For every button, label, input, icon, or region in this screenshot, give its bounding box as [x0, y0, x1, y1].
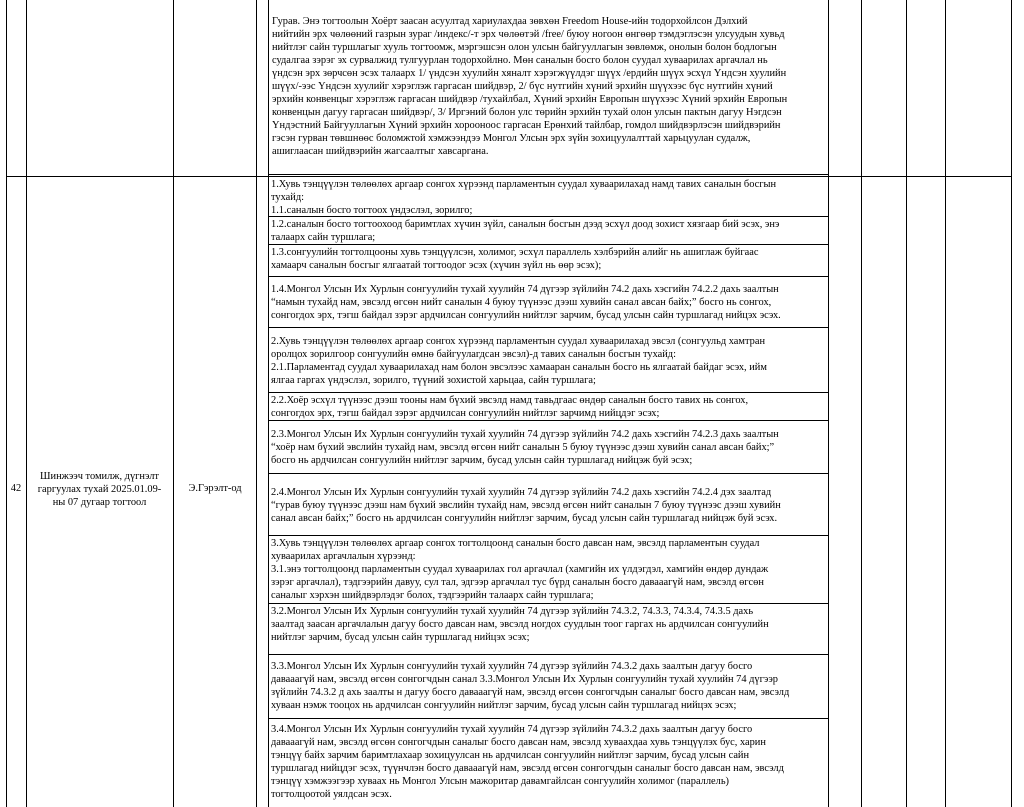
column-divider-name	[173, 0, 174, 807]
row-name: Шинжээч томилж, дүгнэлт гаргуулах тухай 2025.01.09- ны 07 дугаар тогтоол	[37, 471, 162, 508]
item-1-2: 1.2.саналын босго тогтоохоод баримтлах хүчин зүйл, саналын босгын дээд эсхүл доод зохист хязгаар бий эсэх, энэ талаарх сайн туршлага;	[271, 219, 780, 243]
column-divider-responsible	[256, 0, 257, 807]
item-2-3: 2.3.Монгол Улсын Их Хурлын сонгуулийн тухай хуулийн 74 дүгээр зүйлийн 74.2 дахь хэсгийн 74.2.3 дахь заалтын “хоёр нам бүхий эвслийн тухайд нам, эвсэлд өгсөн нийт саналын 5 буюу түүнээс дээш хувийн санал авсан байх;” босго нь ардчилсан сонгуулийн нийтлэг зарчим, бусад улсын сайн туршлагад нийцэж буй эсэх;	[271, 429, 779, 466]
item-divider	[268, 654, 829, 655]
item-divider	[268, 327, 829, 328]
row-number: 42	[10, 483, 22, 494]
column-divider-d	[1011, 0, 1012, 807]
column-divider-a	[861, 0, 862, 807]
item-divider	[268, 718, 829, 719]
column-divider-number	[26, 0, 27, 807]
row-responsible: Э.Гэрэлт-од	[188, 483, 242, 494]
item-2-4: 2.4.Монгол Улсын Их Хурлын сонгуулийн тухай хуулийн 74 дүгээр зүйлийн 74.2 дахь хэсгийн 74.2.4 дэх заалтад “гурав буюу түүнээс дээш нам бүхий эвслийн тухайд нам, эвсэлд өгсөн нийт саналын 7 буюу түүнээс дээш хувийн санал авсан байх;” босго нь ардчилсан сонгуулийн нийтлэг зарчим, бусад улсын сайн туршлагад нийцэж буй эсэх.	[271, 487, 781, 524]
item-3: 3.Хувь тэнцүүлэн төлөөлөх аргаар сонгох тогтолцоонд саналын босго давсан нам, эвсэлд парламентын суудал хуваарилах аргачлалын хүрээнд: 3.1.энэ тогтолцоонд парламентын суудал хуваарилах гол аргачлал (хамгийн их үлдэгдэл, хамгийн өндөр дундаж зэрэг аргачлал), тэдгээрийн давуу, сул тал, эдгээр аргачлал тус бүрд саналын босго давааагүй нам, эвсэлд өгсөн саналыг хэрхэн шийдвэрлэдэг болох, тэдгээрийн талаарх сайн туршлага;	[271, 538, 769, 601]
table-border-left	[6, 0, 7, 807]
top-row-text: Гурав. Энэ тогтоолын Хоёрт заасан асуултад хариулахдаа зөвхөн Freedom House-ийн тодорхойлсон Дэлхий нийтийн эрх чөлөөний газрын зураг /индекс/-т эрх чөлөөтэй /free/ буюу ногоон өнгөөр тэмдэглэсэн улсуудын хувьд нийтлэг сайн туршлагыг хууль тогтоомж, мэргэшсэн олон улсын байгууллагын зөвлөмж, онолын болон бодлогын судалгаа зэрэг эх сурвалжид тулгуурлан тодорхойлно. Мөн саналын босго болон суудал хуваарилах аргачлал нь үндсэн эрх зөрчсөн эсэх талаарх 1/ үндсэн хуулийн хяналт хэрэгжүүлдэг шүүх /ердийн шүүх эсхүл Үндсэн хуулийн шүүх/-ээс Үндсэн хуулийг хэрэглэж гаргасан шийдвэр, 2/ бүс нутгийн хүний эрхийн шүүхээс бүс нутгийн хүний эрхийн конвенцыг хэрэглэж гаргасан шийдвэр /тухайлбал, Хүний эрхийн Европын шүүхээс Хүний эрхийн Европын конвенцын дагуу гаргасан шийдвэр/, 3/ Иргэний болон улс төрийн эрхийн тухай олон улсын пактын дагуу Нэгдсэн Үндэстний Байгууллагын Хүний эрхийн хорооноос гаргасан Ерөнхий тайлбар, гомдол шийдвэрлэсэн шийдвэрийн гэсэн гурван төвшнөөс боломжтой хэмжээндээ Монгол Улсын эрх зүйн зохицуулалттай харьцуулан судалж, ашиглаасан шийдвэрийн жагсаалтыг хавсаргана.	[272, 16, 788, 157]
item-divider	[268, 473, 829, 474]
item-1-3: 1.3.сонгуулийн тогтолцооны хувь тэнцүүлсэн, холимог, эсхүл параллель хэлбэрийн алийг нь ашиглаж буйгаас хамаарч саналын босгыг ялгаатай тогтоодог эсэх (хүчин зүйл нь өөр эсэх);	[271, 247, 759, 271]
item-divider	[268, 392, 829, 393]
item-2-2: 2.2.Хоёр эсхүл түүнээс дээш тооны нам бүхий эвсэлд намд тавьдгаас өндөр саналын босго тавих нь сонгох, сонгогдох эрх, тэгш байдал зэрэг ардчилсан сонгуулийн нийтлэг зарчимд нийцдэг эсэх;	[271, 395, 749, 419]
item-divider	[268, 276, 829, 277]
item-divider	[268, 420, 829, 421]
row-border-top	[268, 174, 829, 175]
item-2: 2.Хувь тэнцүүлэн төлөөлөх аргаар сонгох хүрээнд парламентын суудал хуваарилахад эвсэл (сонгуульд хамтран оролцох зорилгоор сонгуулийн өмнө байгуулагдсан эвсэл)-д тавих саналын босгын тухайд: 2.1.Парламентад суудал хуваарилахад нам болон эвсэлээс хамааран саналын босго нь ялгаатай байдаг эсэх, ийм ялгаа гаргах үндэслэл, зорилго, түүний зохистой харьцаа, сайн туршлага;	[271, 336, 767, 386]
item-3-4: 3.4.Монгол Улсын Их Хурлын сонгуулийн тухай хуулийн 74 дүгээр зүйлийн 74.3.2 дахь заалтын дагуу босго давааагүй нам, эвсэлд өгсөн сонгогчдын саналыг босго давсан нам, эвсэлд хуваахдаа хувь тэнцүүлэх бус, харин тэнцүү байх зарчим баримтлахаар зохицуулсан нь ардчилсан сонгуулийн нийтлэг зарчим, бусад улсын сайн туршлагад нийцдэг эсэх, түүнчлэн босго давааагүй нам, эвсэлд өгсөн сонгогчдын саналыг босго давсан нам, эвсэлд тэнцүү хэмжээгээр хуваах нь Монгол Улсын мажоритар давамгайлсан сонгуулийн холимог (параллель) тогтолцоотой уялдсан эсэх.	[271, 724, 784, 800]
item-3-2: 3.2.Монгол Улсын Их Хурлын сонгуулийн тухай хуулийн 74 дүгээр зүйлийн 74.3.2, 74.3.3, 74.3.4, 74.3.5 дахь заалтад заасан аргачлалын дагуу босго давсан нам, эвсэлд ногдох суудлын тоог гаргах нь ардчилсан сонгуулийн нийтлэг зарчим, бусад улсын сайн туршлагад нийцэх эсэх;	[271, 606, 769, 643]
column-divider-items-left	[268, 0, 269, 807]
row-divider-main	[6, 176, 1011, 177]
item-3-3: 3.3.Монгол Улсын Их Хурлын сонгуулийн тухай хуулийн 74 дүгээр зүйлийн 74.3.2 дахь заалтын дагуу босго давааагүй нам, эвсэлд өгсөн сонгогчдын санал 3.3.Монгол Улсын Их Хурлын сонгуулийн тухай хуулийн 74 дүгээр зүйлийн 74.3.2 д ахь заалты н дагуу босго давааагүй нам, эвсэлд өгсөн сонгогчдын саналыг босго давсан нам, эвсэлд хуваан нэмж тооцох нь ардчилсан сонгуулийн нийтлэг зарчим, бусад улсын сайн туршлагад нийцэх эсэх;	[271, 661, 790, 711]
item-divider	[268, 244, 829, 245]
item-1: 1.Хувь тэнцүүлэн төлөөлөх аргаар сонгох хүрээнд парламентын суудал хуваарилахад намд тавих саналын босгын тухайд: 1.1.саналын босго тогтоох үндэслэл, зорилго;	[271, 179, 777, 216]
item-1-4: 1.4.Монгол Улсын Их Хурлын сонгуулийн тухай хуулийн 74 дүгээр зүйлийн 74.2 дахь хэсгийн 74.2.2 дахь заалтын “намын тухайд нам, эвсэлд өгсөн нийт саналын 4 буюу түүнээс дээш хувийн санал авсан байх;” босго нь сонгох, сонгогдох эрх, тэгш байдал зэрэг ардчилсан сонгуулийн нийтлэг зарчим, бусад улсын сайн туршлагад нийцэх эсэх.	[271, 284, 781, 321]
item-divider	[268, 603, 829, 604]
column-divider-c	[945, 0, 946, 807]
column-divider-items-right	[828, 0, 829, 807]
column-divider-b	[906, 0, 907, 807]
item-divider	[268, 535, 829, 536]
